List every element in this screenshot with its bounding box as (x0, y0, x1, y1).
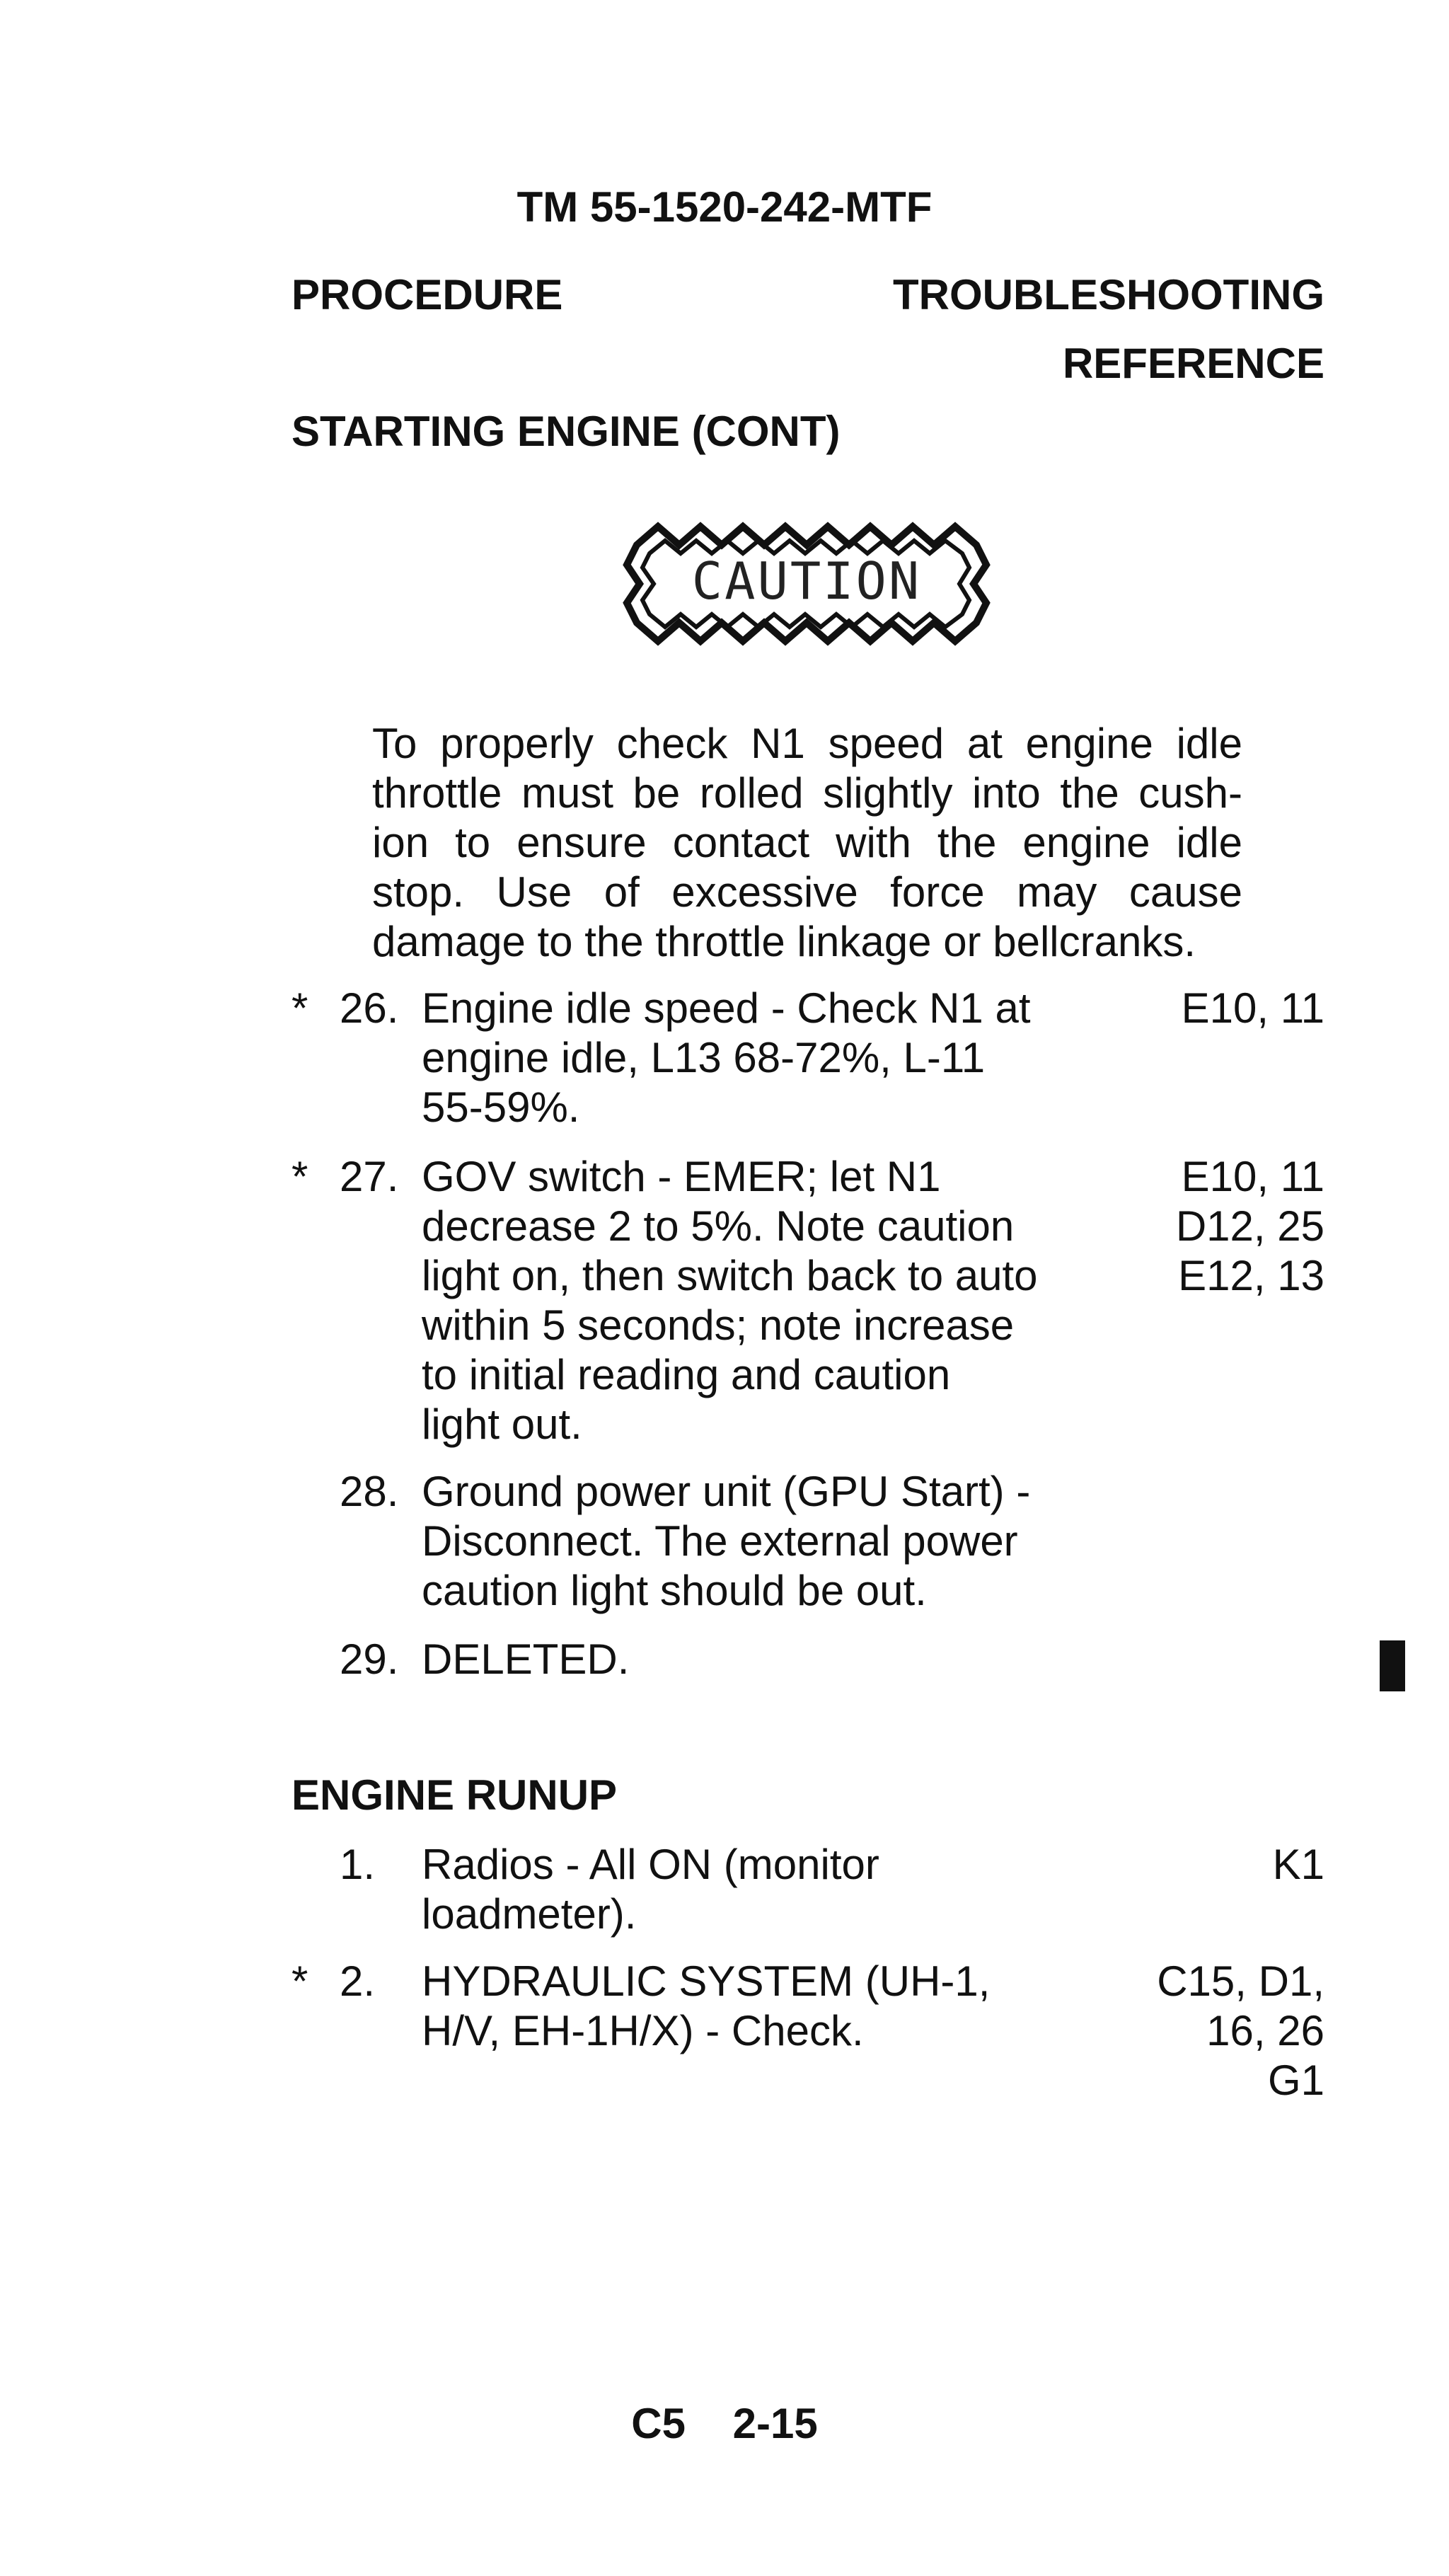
page-number: 2-15 (732, 2400, 818, 2447)
section-heading-starting-engine: STARTING ENGINE (CONT) (291, 408, 841, 455)
step-number: 29. (340, 1635, 399, 1683)
troubleshooting-reference: D12, 25 (1175, 1202, 1324, 1250)
step-text-line: decrease 2 to 5%. Note caution (422, 1202, 1015, 1250)
change-bar (1380, 1640, 1405, 1691)
step-text-line: GOV switch - EMER; let N1 (422, 1153, 941, 1200)
step-number: 2. (340, 1957, 376, 2005)
caution-sign-icon (616, 517, 998, 651)
change-number: C5 (631, 2400, 686, 2447)
step-star-marker: * (291, 1957, 308, 2005)
step-text-line: light on, then switch back to auto (422, 1252, 1038, 1299)
step-star-marker: * (291, 984, 308, 1032)
troubleshooting-reference: 16, 26 (1206, 2007, 1324, 2054)
step-number: 26. (340, 984, 399, 1032)
troubleshooting-reference: E12, 13 (1178, 1252, 1324, 1299)
step-text-line: H/V, EH-1H/X) - Check. (422, 2007, 864, 2054)
column-header-reference: REFERENCE (1062, 340, 1324, 387)
step-number: 27. (340, 1153, 399, 1200)
caution-text: To properly check N1 speed at engine idle throttle must be rolled slightly into the cush-ion to ensure contact with the engine idle stop. Use of excessive force may cause damage to the throttle linkage or bellcranks. (372, 720, 1242, 965)
step-number: 28. (340, 1468, 399, 1515)
step-text-line: within 5 seconds; note increase (422, 1301, 1015, 1349)
step-text-line: Engine idle speed - Check N1 at (422, 984, 1031, 1032)
step-text-line: engine idle, L13 68-72%, L-11 (422, 1034, 986, 1081)
step-star-marker: * (291, 1153, 308, 1200)
troubleshooting-reference: C15, D1, (1157, 1957, 1324, 2005)
troubleshooting-reference: E10, 11 (1181, 984, 1324, 1032)
step-number: 1. (340, 1841, 376, 1888)
step-text-line: light out. (422, 1401, 582, 1448)
troubleshooting-reference: E10, 11 (1181, 1153, 1324, 1200)
troubleshooting-reference: G1 (1267, 2057, 1324, 2104)
troubleshooting-reference: K1 (1272, 1841, 1324, 1888)
page-footer (0, 2399, 1449, 2448)
step-text-line: to initial reading and caution (422, 1351, 951, 1398)
step-text-line: Disconnect. The external power (422, 1517, 1018, 1565)
step-text-line: Ground power unit (GPU Start) - (422, 1468, 1031, 1515)
step-text-line: DELETED. (422, 1635, 630, 1683)
step-text-line: caution light should be out. (422, 1567, 927, 1614)
document-number: TM 55-1520-242-MTF (516, 183, 933, 231)
step-text-line: Radios - All ON (monitor (422, 1841, 879, 1888)
column-header-troubleshooting: TROUBLESHOOTING (893, 271, 1324, 318)
section-heading-engine-runup: ENGINE RUNUP (291, 1771, 618, 1819)
column-header-procedure: PROCEDURE (291, 271, 563, 318)
step-text-line: 55-59%. (422, 1083, 580, 1131)
step-text-line: HYDRAULIC SYSTEM (UH-1, (422, 1957, 991, 2005)
step-text-line: loadmeter). (422, 1890, 637, 1938)
caution-label: CAUTION (691, 551, 922, 611)
